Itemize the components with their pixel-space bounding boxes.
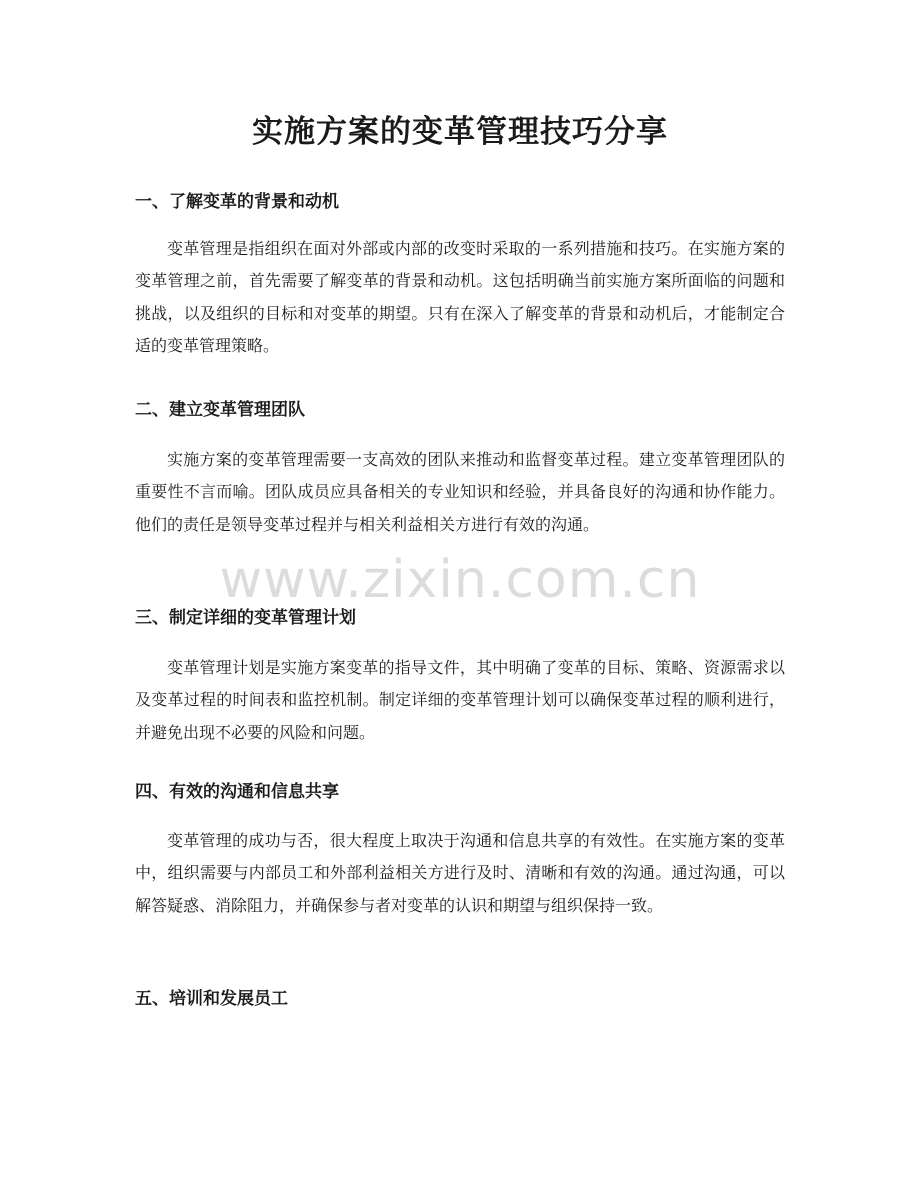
section-heading-1: 一、了解变革的背景和动机 xyxy=(135,192,339,212)
section-body-4: 变革管理的成功与否，很大程度上取决于沟通和信息共享的有效性。在实施方案的变革中，组织需要与内部员工和外部利益相关方进行及时、清晰和有效的沟通。通过沟通，可以解答疑惑、消除阻力，并确保参与者对变革的认识和期望与组织保持一致。 xyxy=(135,831,785,915)
section-heading-3: 三、制定详细的变革管理计划 xyxy=(135,608,356,628)
document-title: 实施方案的变革管理技巧分享 xyxy=(252,114,668,150)
section-body-3: 变革管理计划是实施方案变革的指导文件，其中明确了变革的目标、策略、资源需求以及变革过程的时间表和监控机制。制定详细的变革管理计划可以确保变革过程的顺利进行，并避免出现不必要的风险和问题。 xyxy=(135,658,785,742)
section-body-1: 变革管理是指组织在面对外部或内部的改变时采取的一系列措施和技巧。在实施方案的变革管理之前，首先需要了解变革的背景和动机。这包括明确当前实施方案所面临的问题和挑战，以及组织的目标和对变革的期望。只有在深入了解变革的背景和动机后，才能制定合适的变革管理策略。 xyxy=(135,239,785,355)
watermark: www.zixin.com.cn xyxy=(219,550,701,610)
section-heading-5: 五、培训和发展员工 xyxy=(135,989,288,1009)
section-body-2: 实施方案的变革管理需要一支高效的团队来推动和监督变革过程。建立变革管理团队的重要性不言而喻。团队成员应具备相关的专业知识和经验，并具备良好的沟通和协作能力。他们的责任是领导变革过程并与相关利益相关方进行有效的沟通。 xyxy=(135,450,785,534)
section-heading-2: 二、建立变革管理团队 xyxy=(135,400,305,420)
section-heading-4: 四、有效的沟通和信息共享 xyxy=(135,782,339,802)
